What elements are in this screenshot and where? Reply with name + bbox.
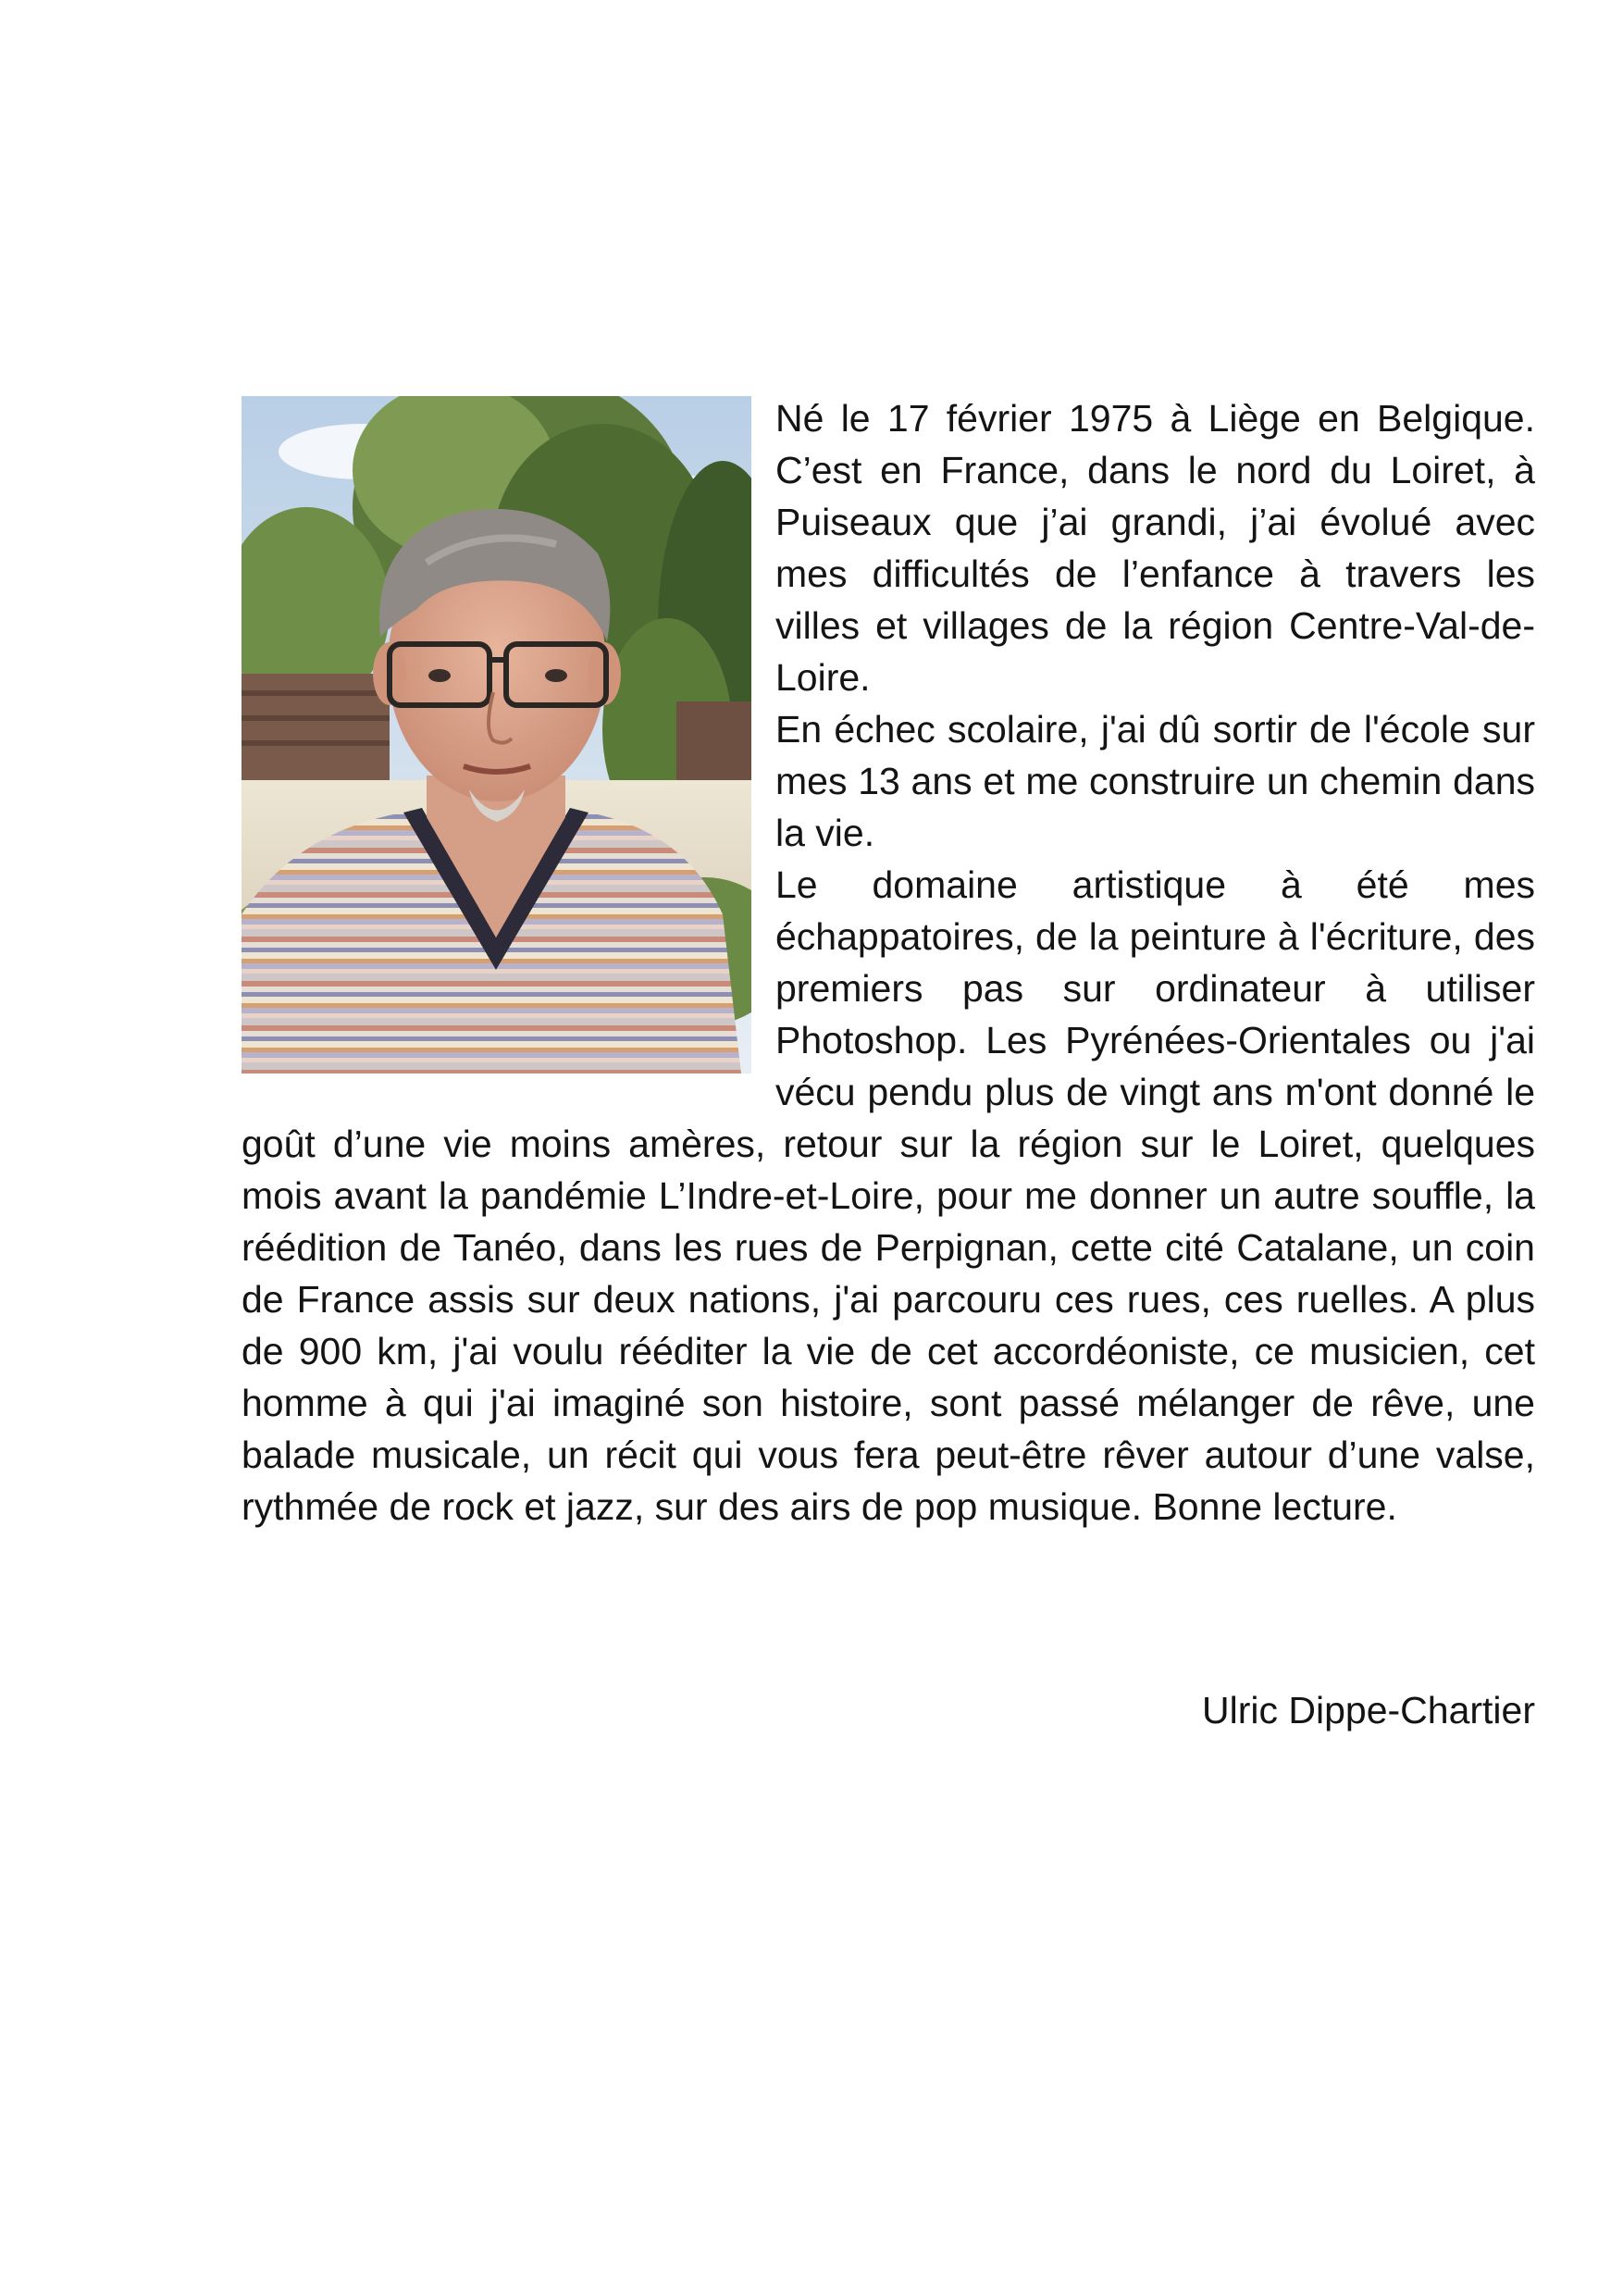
author-portrait: [242, 396, 751, 1074]
author-portrait-photo-icon: [242, 396, 751, 1074]
biography-section: [242, 392, 1535, 1533]
bio-paragraph-2: En échec scolaire, j'ai dû sortir de l'école sur mes 13 ans et me construire un chemin dans la vie.: [775, 708, 1535, 854]
author-signature: Ulric Dippe-Chartier: [1202, 1689, 1535, 1731]
bio-paragraph-1: Né le 17 février 1975 à Liège en Belgique. C’est en France, dans le nord du Loiret, à Puiseaux que j’ai grandi, j’ai évolué avec mes difficultés de l’enfance à travers les villes et villages de la région Centre-Val-de-Loire.: [775, 397, 1535, 699]
bio-paragraph-3: Le domaine artistique à été mes échappatoires, de la peinture à l'écriture, des premiers pas sur ordinateur à utiliser Photoshop. Les Pyrénées-Orientales ou j'ai vécu pendu plus de vingt ans m'ont donné le goût d’une vie moins amères, retour sur la région sur le Loiret, quelques mois avant la pandémie L’Indre-et-Loire, pour me donner un autre souffle, la réédition de Tanéo, dans les rues de Perpignan, cette cité Catalane, un coin de France assis sur deux nations, j'ai parcouru ces rues, ces ruelles. A plus de 900 km, j'ai voulu rééditer la vie de cet accordéoniste, ce musicien, cet homme à qui j'ai imaginé son histoire, sont passé mélanger de rêve, une balade musicale, un récit qui vous fera peut-être rêver autour d’une valse, rythmée de rock et jazz, sur des airs de pop musique. Bonne lecture.: [242, 863, 1535, 1528]
